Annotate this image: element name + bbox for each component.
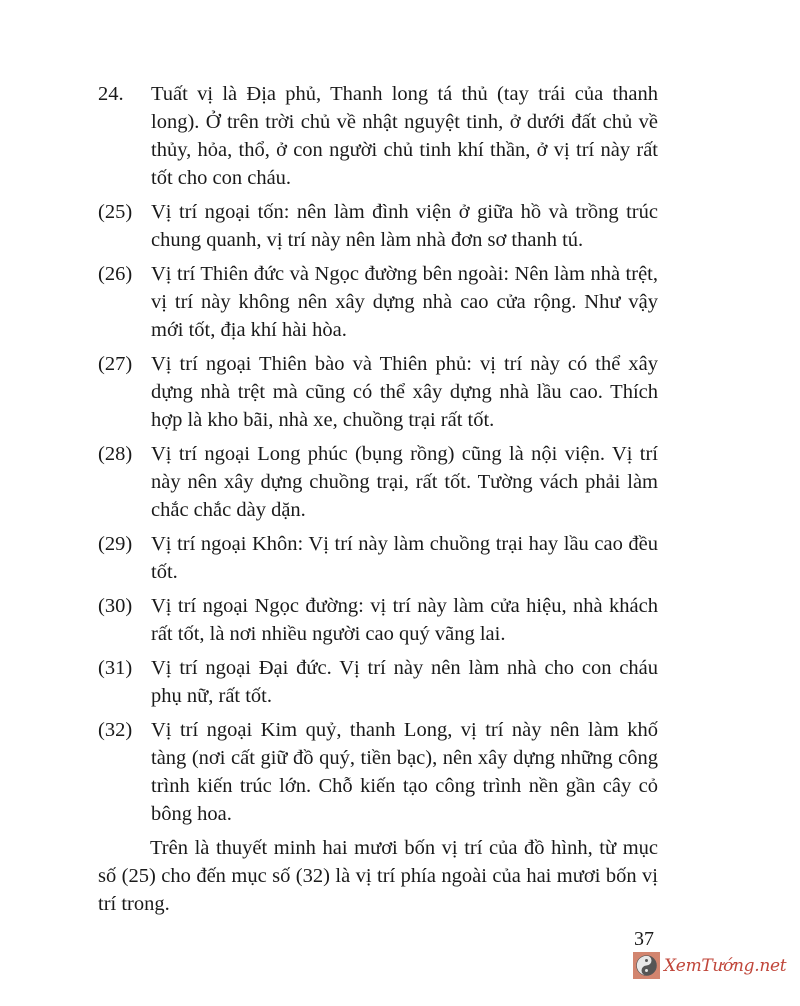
item-number: (25) xyxy=(98,201,133,223)
list-item xyxy=(98,350,658,434)
item-number: (26) xyxy=(98,263,133,285)
item-text: Vị trí ngoại Đại đức. Vị trí này nên làm nhà cho con cháu phụ nữ, rất tốt. xyxy=(151,657,658,707)
list-item xyxy=(98,716,658,828)
item-number: (29) xyxy=(98,533,133,555)
item-number: (28) xyxy=(98,443,133,465)
item-number: (31) xyxy=(98,657,133,679)
item-number: (27) xyxy=(98,353,133,375)
item-text: Vị trí Thiên đức và Ngọc đường bên ngoài: Nên làm nhà trệt, vị trí này không nên xây dựng nhà cao cửa rộng. Như vậy mới tốt, địa khí hài hòa. xyxy=(151,263,658,341)
watermark-text: XemTướng.net xyxy=(664,955,787,976)
yin-yang-icon xyxy=(633,952,660,979)
page-number: 37 xyxy=(634,928,654,950)
item-number: (30) xyxy=(98,595,133,617)
item-text: Vị trí ngoại Long phúc (bụng rồng) cũng là nội viện. Vị trí này nên xây dựng chuồng trại, rất tốt. Tường vách phải làm chắc chắc dày dặn. xyxy=(151,443,658,521)
summary-paragraph: Trên là thuyết minh hai mươi bốn vị trí của đồ hình, từ mục số (25) cho đến mục số (32) là vị trí phía ngoài của hai mươi bốn vị trí trong. xyxy=(98,837,658,915)
list-item xyxy=(98,260,658,344)
item-text: Vị trí ngoại Ngọc đường: vị trí này làm cửa hiệu, nhà khách rất tốt, là nơi nhiều người cao quý vãng lai. xyxy=(151,595,658,645)
list-item xyxy=(98,80,658,192)
list-item xyxy=(98,654,658,710)
item-number: 24. xyxy=(98,83,124,105)
watermark-logo xyxy=(633,952,786,979)
list-item xyxy=(98,592,658,648)
list-item xyxy=(98,198,658,254)
list-item xyxy=(98,440,658,524)
document-body xyxy=(98,80,658,939)
item-text: Tuất vị là Địa phủ, Thanh long tá thủ (tay trái của thanh long). Ở trên trời chủ về nhật nguyệt tinh, ở dưới đất chủ về thủy, hỏa, thổ, ở con người chủ tinh khí thần, ở vị trí này rất tốt cho con cháu. xyxy=(151,83,658,189)
item-text: Vị trí ngoại Kim quỷ, thanh Long, vị trí này nên làm khố tàng (nơi cất giữ đồ quý, tiền bạc), nên xây dựng những công trình kiến trúc lớn. Chỗ kiến tạo công trình nền gần cây cỏ bông hoa. xyxy=(151,719,658,825)
item-number: (32) xyxy=(98,719,133,741)
item-text: Vị trí ngoại Thiên bào và Thiên phủ: vị trí này có thể xây dựng nhà trệt mà cũng có thể xây dựng nhà lầu cao. Thích hợp là kho bãi, nhà xe, chuồng trại rất tốt. xyxy=(151,353,658,431)
item-text: Vị trí ngoại tốn: nên làm đình viện ở giữa hồ và trồng trúc chung quanh, vị trí này nên làm nhà đơn sơ thanh tú. xyxy=(151,201,658,251)
item-text: Vị trí ngoại Khôn: Vị trí này làm chuồng trại hay lầu cao đều tốt. xyxy=(151,533,658,583)
list-item xyxy=(98,530,658,586)
